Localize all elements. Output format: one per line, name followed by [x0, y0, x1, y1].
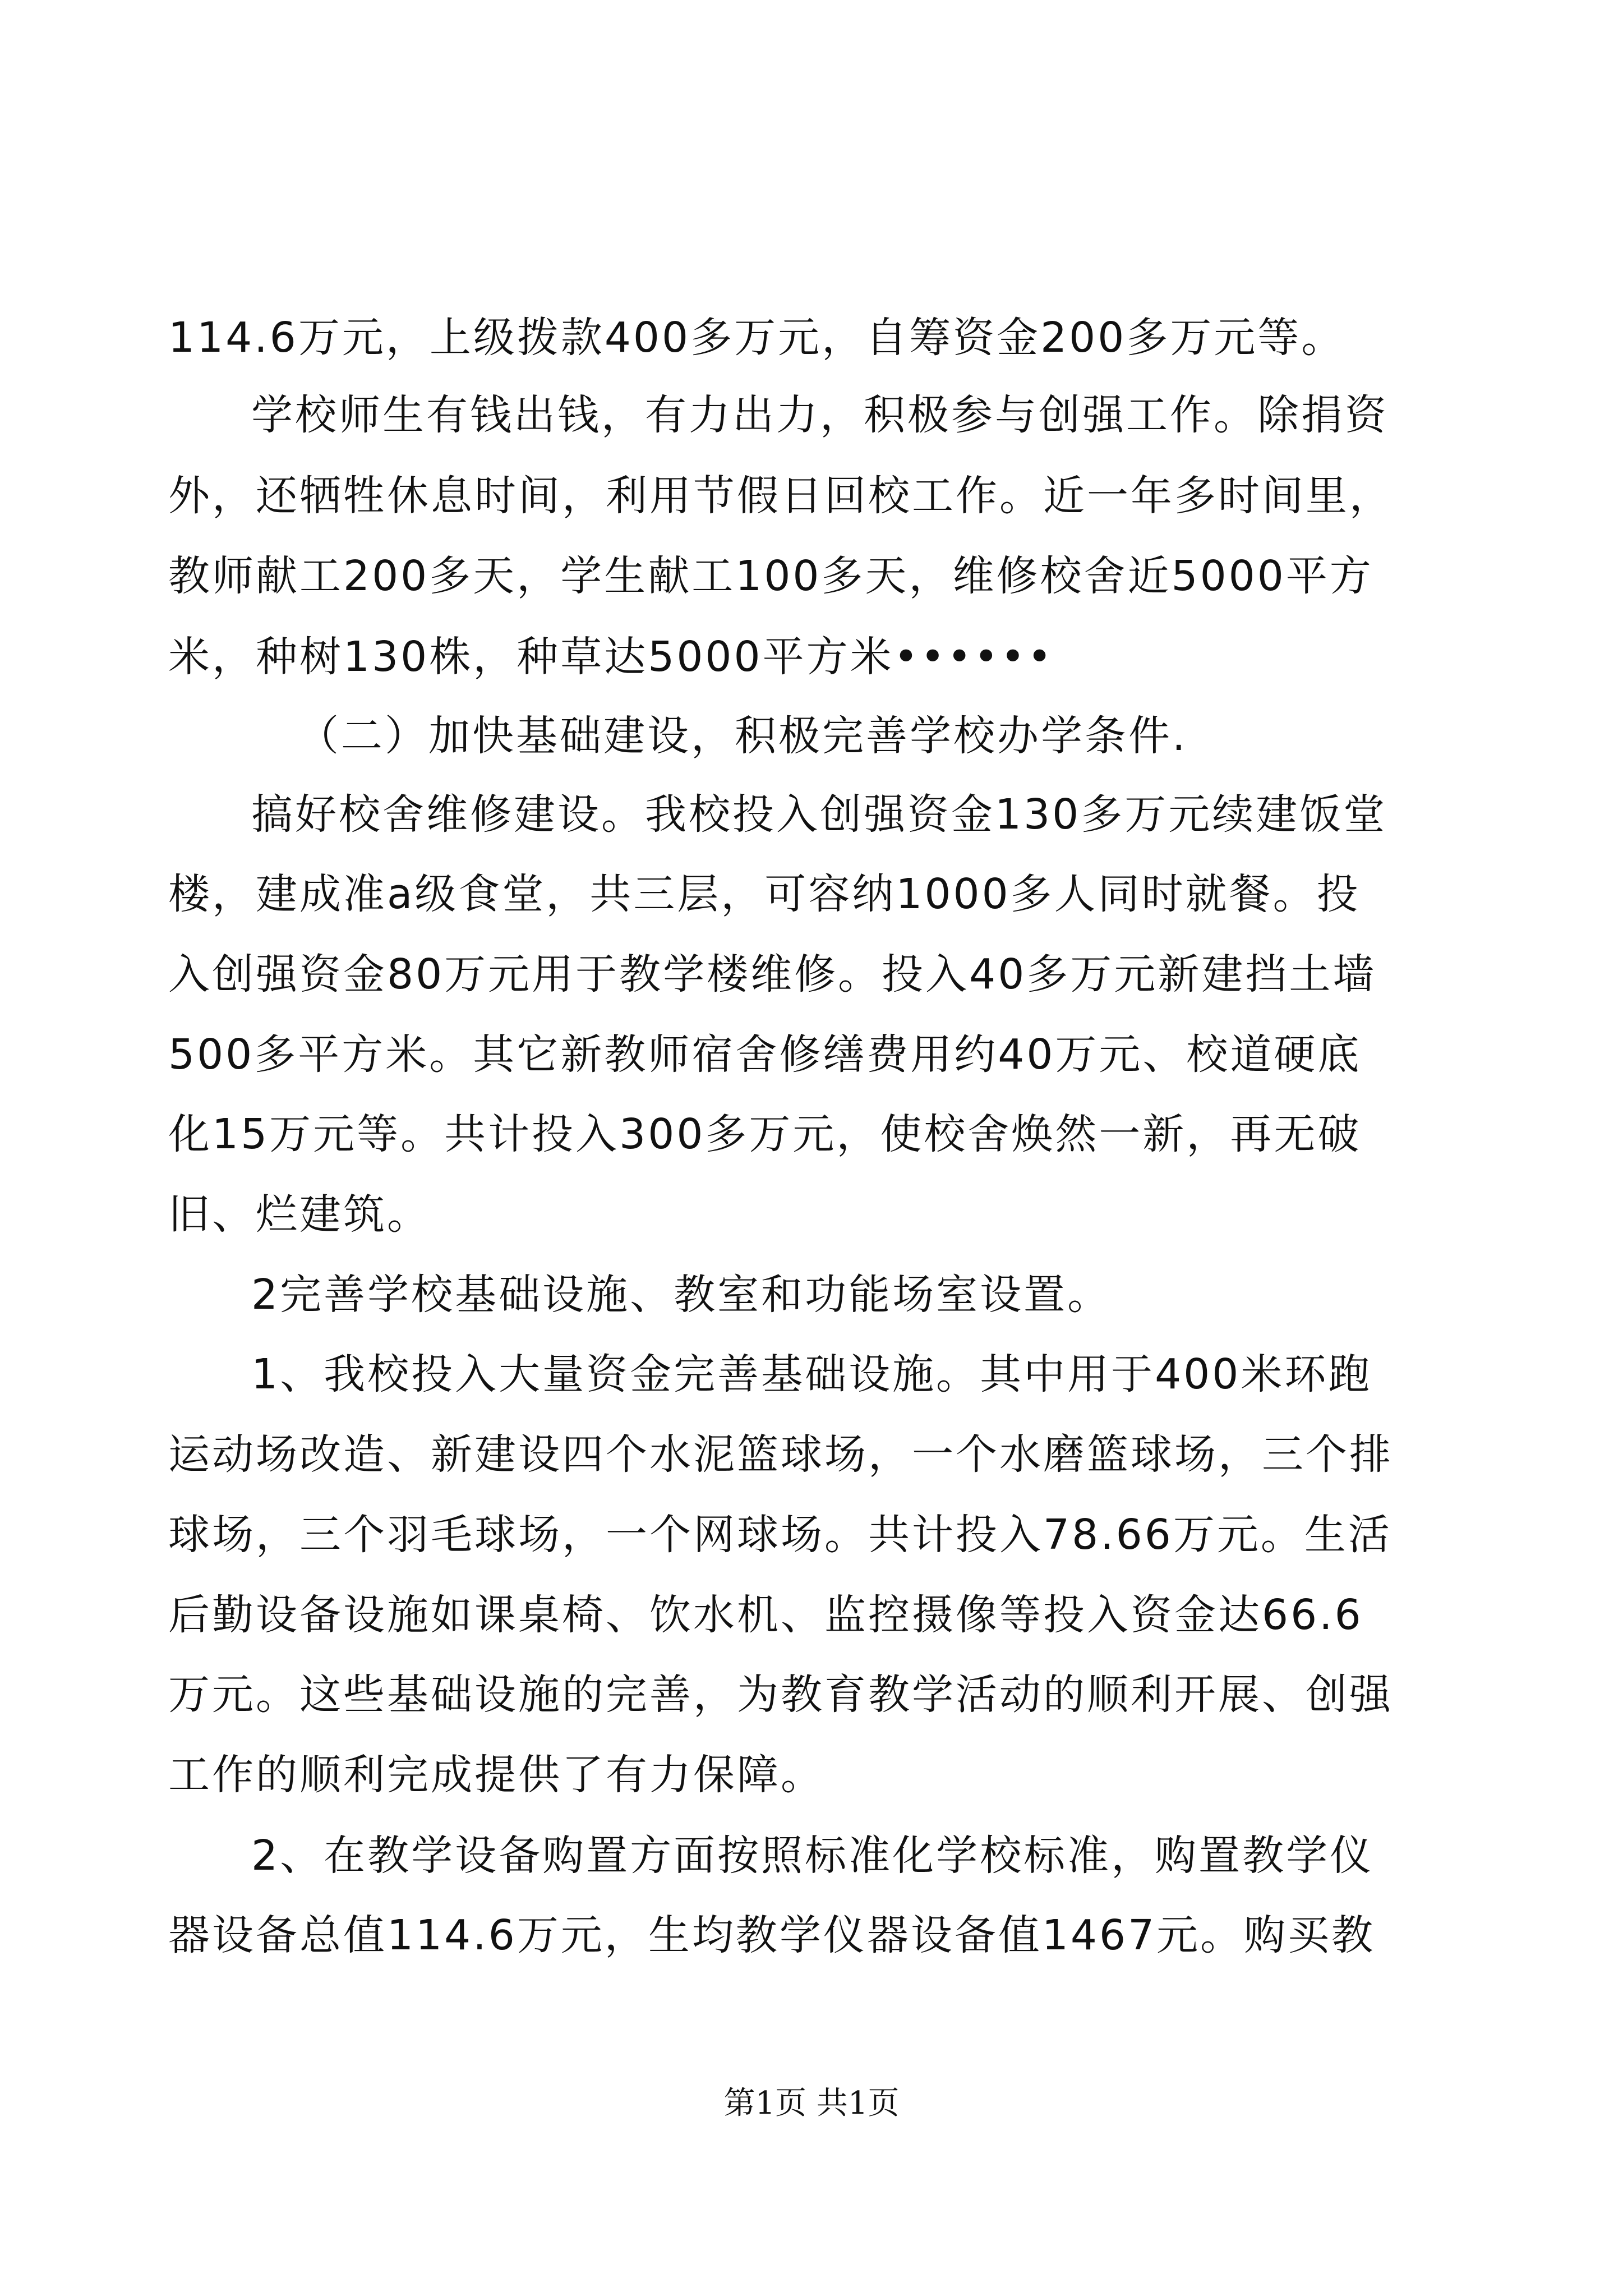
text-line-10: 500多平方米。其它新教师宿舍修缮费用约40万元、校道硬底 — [168, 1030, 1362, 1079]
text-line-5: 米，种树130株，种草达5000平方米•••••• — [168, 633, 1054, 681]
section-heading: （二）加快基础建设，积极完善学校办学条件. — [297, 712, 1188, 760]
text-line-2: 学校师生有钱出钱，有力出力，积极参与创强工作。除捐资 — [251, 391, 1389, 439]
text-line-19: 工作的顺利完成提供了有力保障。 — [168, 1751, 824, 1799]
text-line-13: 2完善学校基础设施、教室和功能场室设置。 — [251, 1271, 1112, 1319]
page-number-footer: 第1页 共1页 — [723, 2085, 900, 2122]
text-line-18: 万元。这些基础设施的完善，为教育教学活动的顺利开展、创强 — [168, 1671, 1393, 1719]
text-line-12: 旧、烂建筑。 — [168, 1190, 431, 1239]
text-line-21: 器设备总值114.6万元，生均教学仪器设备值1467元。购买教 — [168, 1911, 1376, 1959]
text-line-16: 球场，三个羽毛球场，一个网球场。共计投入78.66万元。生活 — [168, 1511, 1392, 1559]
text-line-8: 楼，建成准a级食堂，共三层，可容纳1000多人同时就餐。投 — [168, 870, 1361, 918]
text-line-4: 教师献工200多天，学生献工100多天，维修校舍近5000平方 — [168, 552, 1373, 600]
text-line-14: 1、我校投入大量资金完善基础设施。其中用于400米环跑 — [251, 1350, 1372, 1398]
text-line-11: 化15万元等。共计投入300多万元，使校舍焕然一新，再无破 — [168, 1110, 1362, 1158]
text-line-17: 后勤设备设施如课桌椅、饮水机、监控摄像等投入资金达66.6 — [168, 1591, 1363, 1639]
text-line-15: 运动场改造、新建设四个水泥篮球场，一个水磨篮球场，三个排 — [168, 1430, 1393, 1479]
text-line-7: 搞好校舍维修建设。我校投入创强资金130多万元续建饭堂 — [251, 790, 1387, 839]
text-line-9: 入创强资金80万元用于教学楼维修。投入40多万元新建挡土墙 — [168, 950, 1377, 999]
text-line-3: 外，还牺牲休息时间，利用节假日回校工作。近一年多时间里， — [168, 472, 1393, 520]
text-line-1: 114.6万元，上级拨款400多万元，自筹资金200多万元等。 — [168, 314, 1345, 362]
text-line-20: 2、在教学设备购置方面按照标准化学校标准，购置教学仪 — [251, 1832, 1374, 1880]
